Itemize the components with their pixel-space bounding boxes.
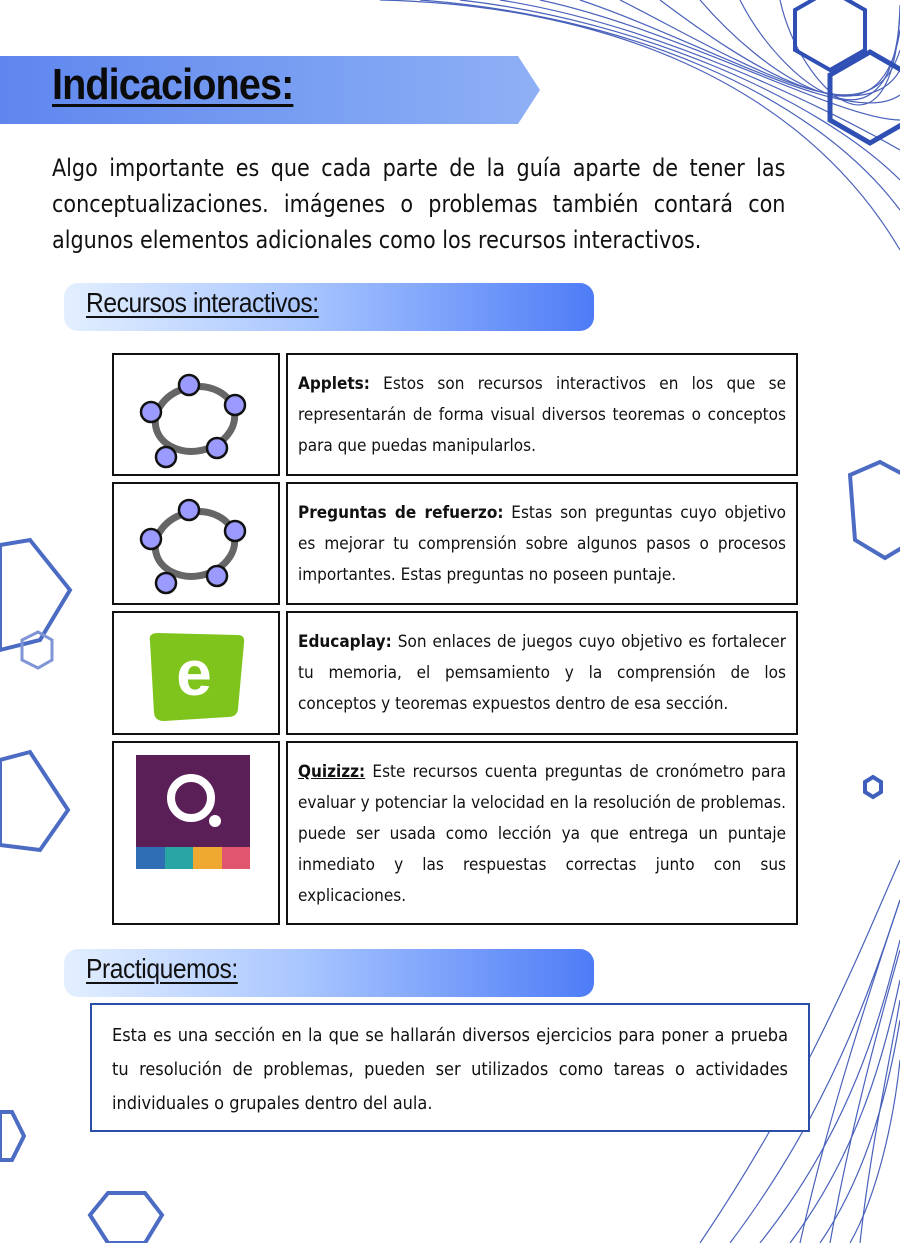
geogebra-icon	[114, 484, 282, 607]
resource-icon-cell	[112, 353, 280, 476]
resource-label: Applets:	[298, 374, 370, 394]
resource-text: Estos son recursos interactivos en los que se representarán de forma visual diversos teoremas o conceptos para que puedas manipularlos.	[298, 374, 786, 456]
intro-paragraph: Algo importante es que cada parte de la guía aparte de tener las conceptualizaciones. imágenes o problemas también contará con algunos elementos adicionales como los recursos interactivos.	[52, 154, 786, 254]
resource-desc-preguntas	[286, 482, 798, 605]
quizizz-icon	[114, 743, 282, 927]
resource-label: Educaplay:	[298, 632, 392, 652]
educaplay-icon	[114, 613, 282, 737]
geogebra-icon	[114, 355, 282, 478]
practica-box: Esta es una sección en la que se hallarán diversos ejercicios para poner a prueba tu resolución de problemas, pueden ser utilizados como tareas o actividades individuales o grupales dentro del aula.	[90, 1003, 810, 1132]
resource-icon-cell	[112, 611, 280, 735]
resource-text: Estas son preguntas cuyo objetivo es mejorar tu comprensión sobre algunos pasos o procesos importantes. Estas preguntas no poseen puntaje.	[298, 503, 787, 585]
resource-desc-educaplay	[286, 611, 798, 735]
educaplay-letter: e	[176, 637, 212, 709]
resource-label: Quizizz:	[298, 762, 366, 782]
resource-text: Este recursos cuenta preguntas de cronómetro para evaluar y potenciar la velocidad en la resolución de problemas. puede ser usada como lección ya que entrega un puntaje inmediato y las respuestas correctas junto con sus explicaciones.	[298, 762, 786, 906]
resource-icon-cell	[112, 482, 280, 605]
resource-label: Preguntas de refuerzo:	[298, 503, 504, 523]
resource-text: Son enlaces de juegos cuyo objetivo es fortalecer tu memoria, el pemsamiento y la comprensión de los conceptos y teoremas expuestos dentro de esa sección.	[298, 632, 786, 714]
resource-desc-applets	[286, 353, 798, 476]
recursos-heading: Recursos interactivos:	[86, 287, 319, 318]
resource-desc-quizizz	[286, 741, 798, 925]
resource-icon-cell	[112, 741, 280, 925]
page-title: Indicaciones:	[52, 60, 294, 109]
practica-heading: Practiquemos:	[86, 953, 238, 984]
